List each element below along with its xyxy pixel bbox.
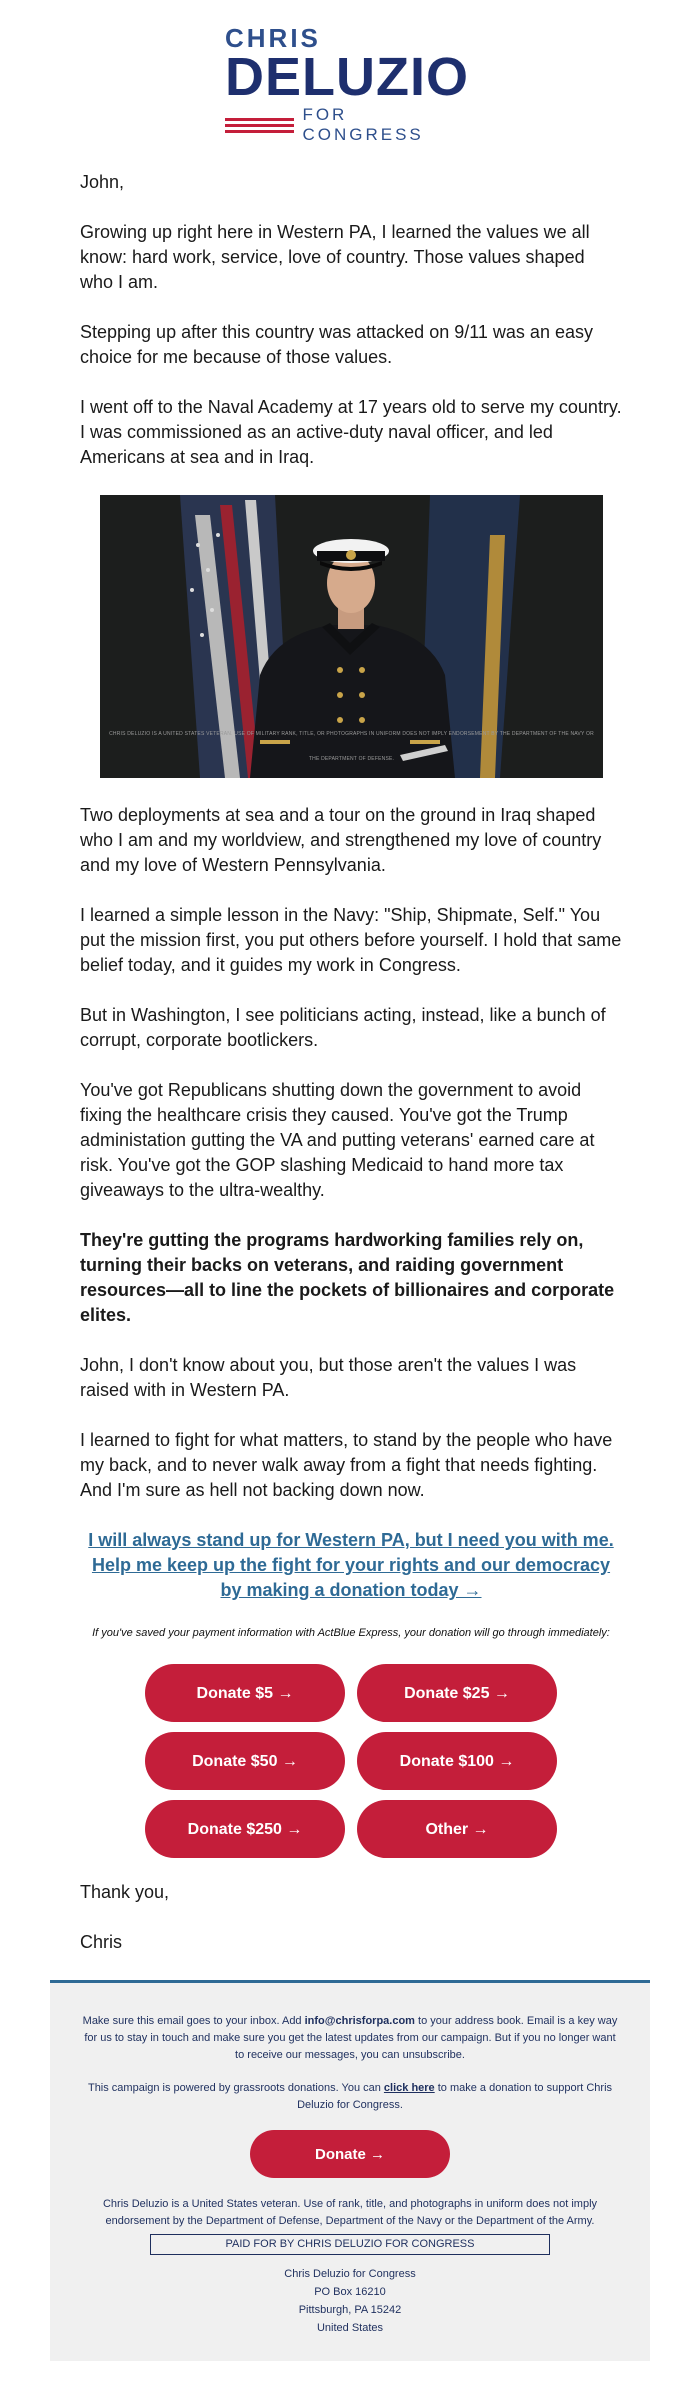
address-line: Chris Deluzio for Congress (284, 2268, 416, 2280)
paragraph-3: I went off to the Naval Academy at 17 years old to serve my country. I was commissioned as an active-duty naval officer, and led Americans at sea and in Iraq. (80, 397, 622, 467)
signoff (80, 1880, 622, 1955)
signature: Chris (80, 1932, 123, 1952)
grassroots-pre: This campaign is powered by grassroots donations. You can (87, 2082, 384, 2094)
email-body (0, 170, 700, 1955)
naval-uniform-photo (100, 495, 603, 778)
donate-250-button[interactable]: Donate $250 → (145, 1800, 345, 1858)
logo-sub-row (225, 105, 475, 145)
address-line: Pittsburgh, PA 15242 (298, 2304, 402, 2316)
paragraph-5: I learned a simple lesson in the Navy: "Ship, Shipmate, Self." You put the mission first, you put others before yourself. I hold that same belief today, and it guides my work in Congress. (80, 905, 622, 975)
address-line: United States (316, 2322, 384, 2334)
contact-email[interactable]: info@chrisforpa.com (304, 2015, 415, 2027)
donate-cta-link[interactable]: I will always stand up for Western PA, but I need you with me. Help me keep up the fight for your rights and our democracy by making a donation today → (88, 1530, 614, 1600)
donate-button-grid (80, 1664, 622, 1858)
grassroots-post: to make a donation to support Chris Deluzio for Congress. (297, 2082, 613, 2111)
veteran-disclaimer: Chris Deluzio is a United States veteran. Use of rank, title, and photographs in uniform does not imply endorsement by the Department of Defense, Department of the Navy or the Department of the Army. (102, 2198, 598, 2227)
donate-25-button[interactable]: Donate $25 → (357, 1664, 557, 1722)
actblue-note: If you've saved your payment information with ActBlue Express, your donation will go through immediately: (92, 1627, 610, 1639)
mailing-address (82, 2265, 618, 2337)
email-header (0, 0, 700, 170)
logo-last-name: DELUZIO (225, 47, 469, 107)
paragraph-8-bold: They're gutting the programs hardworking families rely on, turning their backs on veterans, and raiding government resources—all to line the pockets of billionaires and corporate elites. (80, 1230, 615, 1325)
logo-stripes (225, 115, 294, 136)
email-footer (50, 1980, 650, 2361)
inbox-notice-pre: Make sure this email goes to your inbox. Add (82, 2015, 305, 2027)
grassroots-notice (82, 2080, 618, 2114)
paid-for-box: PAID FOR BY CHRIS DELUZIO FOR CONGRESS (150, 2234, 550, 2255)
inbox-notice-post: to your address book. Email is a key way for us to stay in touch and make sure you get the latest updates from our campaign. But if you no longer want to receive our messages, you can unsubscribe. (84, 2015, 618, 2061)
footer-donate-button[interactable]: Donate → (250, 2130, 450, 2178)
click-here-link[interactable]: click here (383, 2082, 435, 2094)
paragraph-6: But in Washington, I see politicians acting, instead, like a bunch of corrupt, corporate bootlickers. (80, 1005, 606, 1050)
campaign-logo (225, 25, 475, 145)
greeting: John, (80, 172, 125, 192)
paragraph-7: You've got Republicans shutting down the government to avoid fixing the healthcare crisis they caused. You've got the Trump administation gutting the VA and putting veterans' earned care at risk. You've got the GOP slashing Medicaid to hand more tax giveaways to the ultra-wealthy. (80, 1080, 595, 1200)
donate-50-button[interactable]: Donate $50 → (145, 1732, 345, 1790)
inbox-notice (82, 2013, 618, 2064)
paragraph-10: I learned to fight for what matters, to stand by the people who have my back, and to never walk away from a fight that needs fighting. And I'm sure as hell not backing down now. (80, 1430, 613, 1500)
logo-tagline: FOR CONGRESS (302, 105, 424, 144)
address-line: PO Box 16210 (314, 2286, 386, 2298)
photo-caption: CHRIS DELUZIO IS A UNITED STATES VETERAN. USE OF MILITARY RANK, TITLE, OR PHOTOGRAPHS IN UNIFORM DOES NOT IMPLY ENDORSEMENT BY THE DEPARTMENT OF THE NAVY OR THE DEPARTMENT OF DEFENSE. (109, 731, 594, 762)
paragraph-9: John, I don't know about you, but those aren't the values I was raised with in Western PA. (80, 1355, 577, 1400)
donate-100-button[interactable]: Donate $100 → (357, 1732, 557, 1790)
thanks-text: Thank you, (80, 1882, 170, 1902)
paragraph-2: Stepping up after this country was attacked on 9/11 was an easy choice for me because of those values. (80, 322, 593, 367)
donate-5-button[interactable]: Donate $5 → (145, 1664, 345, 1722)
logo-first-name: CHRIS (225, 23, 321, 53)
donate-other-button[interactable]: Other → (357, 1800, 557, 1858)
paragraph-4: Two deployments at sea and a tour on the ground in Iraq shaped who I am and my worldview, and strengthened my love of country and my love of Western Pennsylvania. (80, 805, 602, 875)
paragraph-1: Growing up right here in Western PA, I learned the values we all know: hard work, service, love of country. Those values shaped who I am. (80, 222, 590, 292)
